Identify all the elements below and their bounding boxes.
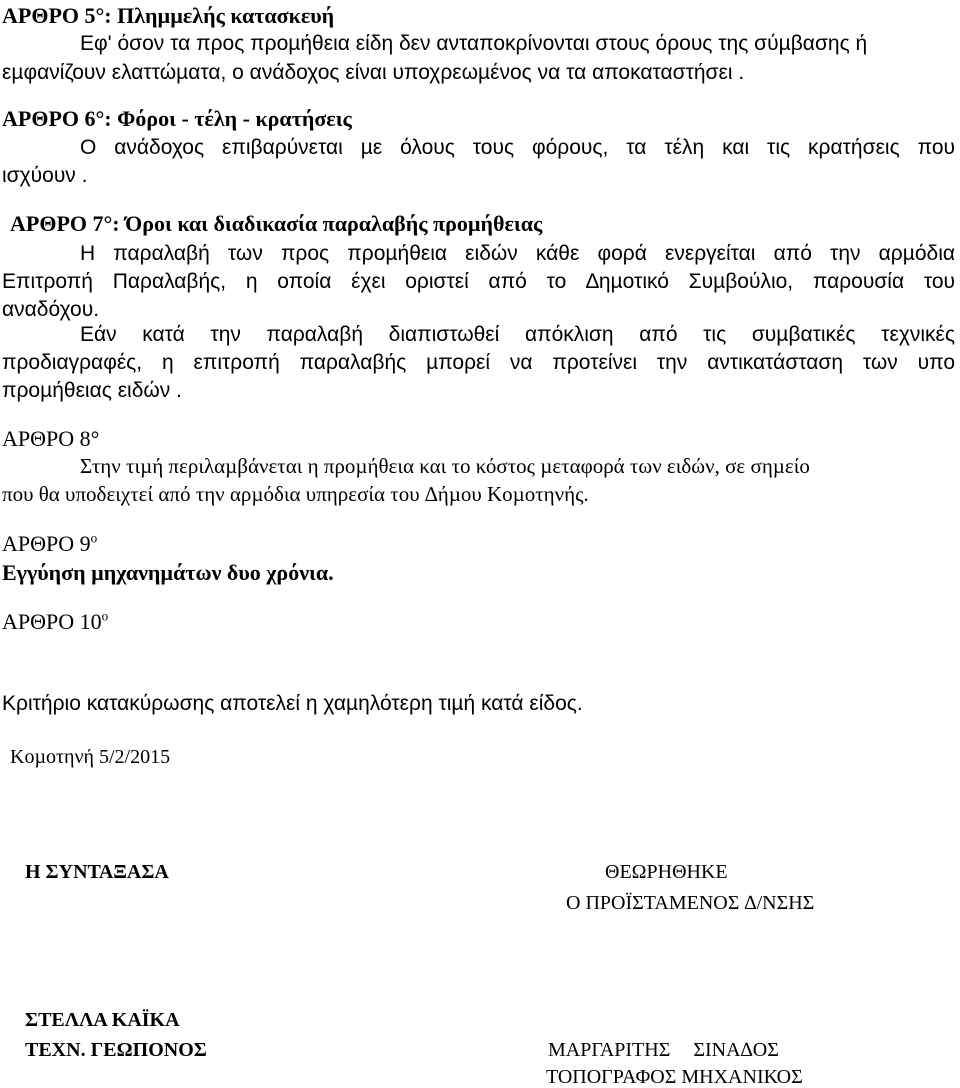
article-8-heading: ΑΡΘΡΟ 8° [2,426,100,451]
article-5-text-line-1: Εφ' όσον τα προς προµήθεια είδη δεν ανταποκρίνονται στους όρους της σύµβασης ή [80,32,868,55]
article-7-para-2-line-2: προδιαγραφές, η επιτροπή παραλαβής µπορεί να προτείνει την αντικατάσταση των υπο [2,351,955,374]
signature-right-title-line-2: Ο ΠΡΟΪΣΤΑΜΕΝΟΣ ∆/ΝΣΗΣ [566,892,815,914]
article-8-text-line-1: Στην τιµή περιλαµβάνεται η προµήθεια και το κόστος µεταφορά των ειδών, σε σηµείο [80,454,810,478]
signature-left-title: Η ΣΥΝΤΑΞΑΣΑ [25,861,169,883]
signature-left-name: ΣΤΕΛΛΑ ΚΑΪΚΑ [25,1009,180,1031]
article-7-para-2-line-1: Εάν κατά την παραλαβή διαπιστωθεί απόκλιση από τις συµβατικές τεχνικές [80,323,955,346]
article-7-heading: ΑΡΘΡΟ 7°: Όροι και διαδικασία παραλαβής προµήθειας [10,211,543,236]
signature-right-name: ΜΑΡΓΑΡΙΤΗΣ ΣΙΝΑ∆ΟΣ [548,1039,779,1061]
article-9-heading-sup: ο [90,530,98,546]
article-10-heading [2,608,109,634]
article-10-text: Κριτήριο κατακύρωσης αποτελεί η χαµηλότερη τιµή κατά είδος. [2,692,583,715]
document-date: Κοµοτηνή 5/2/2015 [10,746,171,768]
article-7-para-1-line-1: Η παραλαβή των προς προµήθεια ειδών κάθε φορά ενεργείται από την αρµόδια [80,242,955,265]
article-6-text-line-1: Ο ανάδοχος επιβαρύνεται µε όλους τους φόρους, τα τέλη και τις κρατήσεις που [80,136,955,159]
article-6-text-line-2: ισχύουν . [2,164,88,187]
article-9-heading [2,530,98,556]
article-9-text: Εγγύηση µηχανηµάτων δυο χρόνια. [2,560,334,585]
signature-right-title-line-1: ΘΕΩΡΗΘΗΚΕ [605,861,728,883]
article-7-para-1-line-3: αναδόχου. [2,298,100,321]
article-5-text-line-2: εµφανίζουν ελαττώµατα, ο ανάδοχος είναι υποχρεωµένος να τα αποκαταστήσει . [2,61,745,84]
article-9-heading-text: ΑΡΘΡΟ 9 [2,531,91,556]
article-10-heading-sup: ο [101,608,109,624]
article-7-para-2-line-3: προµήθειας ειδών . [2,379,182,402]
signature-right-role: ΤΟΠΟΓΡΑΦΟΣ ΜΗΧΑΝΙΚΟΣ [546,1066,803,1088]
article-5-heading: ΑΡΘΡΟ 5°: Πληµµελής κατασκευή [2,3,335,28]
article-8-text-line-2: που θα υποδειχτεί από την αρµόδια υπηρεσία του ∆ήµου Κοµοτηνής. [2,482,589,506]
signature-left-role: ΤΕΧΝ. ΓΕΩΠΟΝΟΣ [25,1039,207,1061]
article-10-heading-text: ΑΡΘΡΟ 10 [2,609,102,634]
article-7-para-1-line-2: Επιτροπή Παραλαβής, η οποία έχει οριστεί από το ∆ηµοτικό Συµβούλιο, παρουσία του [2,270,955,293]
article-6-heading: ΑΡΘΡΟ 6°: Φόροι - τέλη - κρατήσεις [2,106,352,131]
